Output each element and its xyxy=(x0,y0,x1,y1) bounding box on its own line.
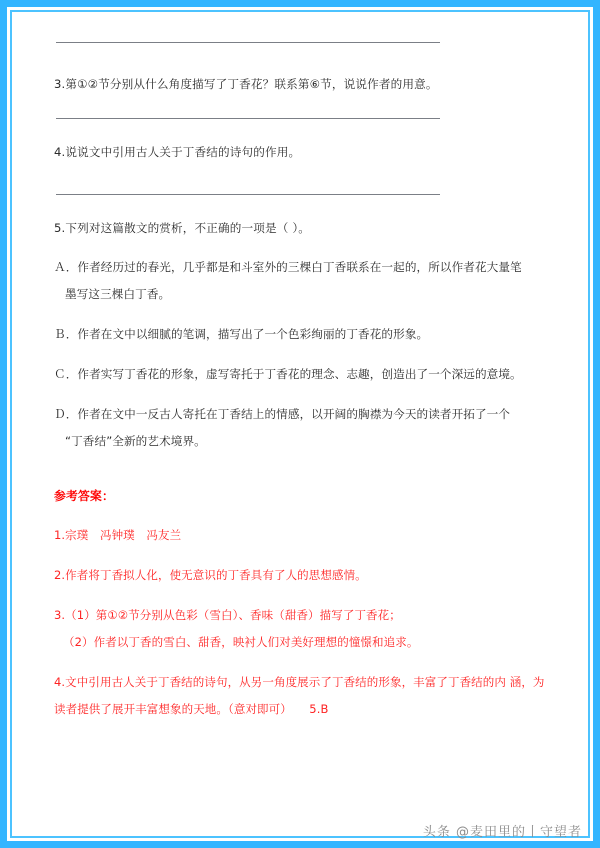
spacer xyxy=(54,43,551,72)
spacer xyxy=(54,509,551,522)
answer-3-line-2: （2）作者以丁香的雪白、甜香，映衬人们对美好理想的憧憬和追求。 xyxy=(63,635,419,649)
spacer xyxy=(54,348,551,361)
answer-1 xyxy=(54,522,551,549)
spacer-top xyxy=(54,13,551,42)
option-a-line-2: 墨写这三棵白丁香。 xyxy=(65,287,171,301)
answer-2 xyxy=(54,562,551,589)
answer-2-line-1: 2.作者将丁香拟人化，使无意识的丁香具有了人的思想感情。 xyxy=(54,568,367,582)
option-c-line-1: Ｃ．作者实写丁香花的形象，虚写寄托于丁香花的理念、志趣，创造出了一个深远的意境。 xyxy=(54,367,522,381)
spacer xyxy=(54,195,551,216)
spacer xyxy=(54,589,551,602)
spacer xyxy=(54,308,551,321)
answer-4 xyxy=(54,669,551,723)
spacer xyxy=(54,119,551,140)
spacer xyxy=(54,388,551,401)
option-d-line-2: “丁香结”全新的艺术境界。 xyxy=(65,434,206,448)
spacer xyxy=(54,455,551,484)
answer-4-line-2: 涵，为读者提供了展开丰富想象的天地。（意对即可） 5.B xyxy=(54,675,545,716)
answer-1-line-1: 1.宗璞 冯钟璞 冯友兰 xyxy=(54,528,182,542)
question-5: 5.下列对这篇散文的赏析，不正确的一项是（ ）。 xyxy=(54,221,311,235)
answer-4-line-1: 4.文中引用古人关于丁香结的诗句，从另一角度展示了丁香结的形象，丰富了丁香结的内 xyxy=(54,675,506,689)
answer-3 xyxy=(54,602,551,656)
option-b xyxy=(54,321,551,348)
spacer xyxy=(54,549,551,562)
answers-heading: 参考答案： xyxy=(54,489,114,503)
option-c xyxy=(54,361,551,388)
option-a xyxy=(54,254,551,308)
option-d xyxy=(54,401,551,455)
option-b-line-1: Ｂ．作者在文中以细腻的笔调，描写出了一个色彩绚丽的丁香花的形象。 xyxy=(54,327,429,341)
spacer xyxy=(54,656,551,669)
spacer xyxy=(54,97,551,118)
document-page xyxy=(13,13,587,835)
watermark: 头条 @麦田里的丨守望者 xyxy=(422,825,582,840)
option-a-line-1: Ａ．作者经历过的春光，几乎都是和斗室外的三棵白丁香联系在一起的，所以作者花大量笔 xyxy=(54,260,522,274)
option-d-line-1: Ｄ．作者在文中一反古人寄托在丁香结上的情感，以开阔的胸襟为今天的读者开拓了一个 xyxy=(54,407,511,421)
question-3: 3.第①②节分别从什么角度描写了丁香花？联系第⑥节，说说作者的用意。 xyxy=(54,77,438,91)
answer-3-line-1: 3.（1）第①②节分别从色彩（雪白）、香味（甜香）描写了丁香花； xyxy=(54,608,401,622)
spacer xyxy=(54,165,551,194)
spacer xyxy=(54,241,551,254)
question-4: 4.说说文中引用古人关于丁香结的诗句的作用。 xyxy=(54,145,301,159)
document-content xyxy=(54,13,551,723)
